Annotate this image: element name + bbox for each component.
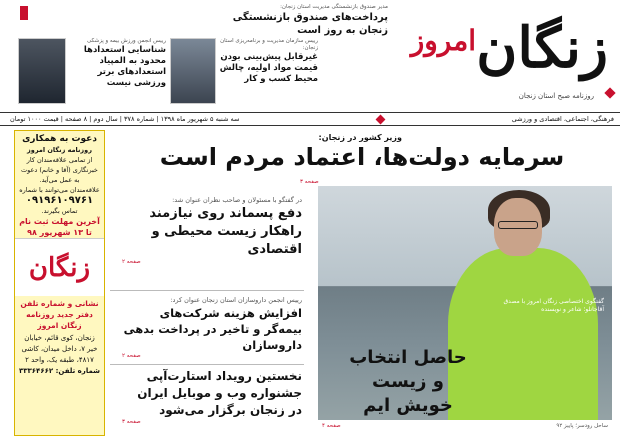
masthead-slogan: روزنامه صبح استان زنجان [518, 92, 594, 100]
top-story-1-title: پرداخت‌های صندوق بازنشستگی زنجان به روز است [232, 12, 388, 36]
section-tags: فرهنگی، اجتماعی، اقتصادی و ورزشی [511, 115, 614, 123]
story-1-ref: صفحه ۲ [122, 259, 141, 265]
invite-title: دعوت به همکاری [22, 134, 97, 144]
top-story-3-photo [18, 38, 66, 104]
photo-ref: صفحه ۴ [322, 423, 341, 429]
top-story-2-kicker: رییس سازمان مدیریت و برنامه‌ریزی استان زنجان: [220, 38, 318, 51]
top-story-2[interactable] [218, 38, 318, 85]
top-story-1[interactable] [218, 4, 388, 37]
address-title: نشانی و شماره تلفن دفتر جدید روزنامه زنگان امروز [20, 299, 99, 330]
story-1[interactable] [122, 196, 302, 265]
main-headline[interactable]: سرمایه دولت‌ها، اعتماد مردم است [159, 143, 565, 171]
newspaper-logo: زنگان [476, 15, 608, 81]
red-marker-icon [20, 6, 28, 20]
photo-credit: ساحل رودسر؛ پاییز ۹۲ [556, 423, 608, 429]
glasses-icon [498, 221, 538, 229]
story-3-title: نخستین رویداد استارت‌آپی جشنواره وب و موبایل ایران در زنجان برگزار می‌شود [137, 369, 302, 417]
invite-contact-label: علاقه‌مندان می‌توانند با شماره [19, 186, 100, 194]
story-1-title: دفع پسماند روی نیازمند راهکار زیست محیطی و اقتصادی [149, 206, 302, 257]
newspaper-logo-suffix: امروز [410, 24, 476, 57]
top-story-3-kicker: رییس انجمن ورزش بیمه و پزشکی [86, 38, 166, 44]
address-phone: شماره تلفن: ۳۳۳۶۴۶۶۲ [18, 367, 101, 375]
top-story-3-title: شناسایی استعدادها محدود به المپیاد استعدادهای برتر ورزشی نیست [83, 45, 166, 88]
story-3-ref: صفحه ۳ [122, 419, 141, 425]
story-1-intro: در گفتگو با مسئولان و صاحب نظران عنوان شد: [172, 196, 302, 204]
datebar-diamond-icon [376, 115, 386, 125]
photo-title: حاصل انتخاب و زیست خویش ایم [349, 347, 467, 416]
story-3[interactable] [122, 368, 302, 425]
mini-logo: زنگان [15, 238, 104, 296]
top-story-2-photo [170, 38, 216, 104]
story-2-title: افزایش هزینه شرکت‌های بیمه‌گر و تاخیر در پرداخت بدهی داروسازان [123, 306, 302, 352]
top-story-1-kicker: مدیر صندوق بازنشستگی مدیریت استان زنجان: [280, 4, 388, 10]
divider [110, 364, 304, 365]
story-2-ref: صفحه ۲ [122, 353, 141, 359]
invite-contact-suffix: تماس بگیرند. [41, 207, 78, 215]
top-story-2-title: غیرقابل پیش‌بینی بودن قیمت مواد اولیه، چالش محیط کسب و کار [219, 52, 318, 84]
issue-info: سه شنبه ۵ شهریور ماه ۱۳۹۸ | شماره ۳۷۸ | سال دوم | ۸ صفحه | قیمت ۱۰۰۰ تومان [10, 115, 240, 123]
red-diamond-icon [604, 87, 615, 98]
date-bar [0, 112, 620, 126]
invite-deadline: آخرین مهلت ثبت نام تا ۱۳ شهریور ۹۸ [19, 217, 100, 237]
person-body [448, 248, 598, 432]
divider [110, 290, 304, 291]
masthead [400, 4, 616, 110]
story-2[interactable] [122, 296, 302, 359]
feature-photo[interactable] [318, 186, 612, 432]
story-2-intro: رییس انجمن داروسازان استان زنجان عنوان کرد: [170, 296, 302, 304]
invite-body: از تمامی علاقه‌مندان کار خبرنگاری (آقا و خانم) دعوت به عمل می‌آید. [21, 156, 98, 184]
invite-phone[interactable]: ۰۹۱۹۶۱۰۹۷۶۱ [25, 195, 94, 206]
sidebar-ads [14, 130, 105, 436]
invite-paper-name: روزنامه زنگان امروز [27, 146, 92, 154]
address-body: زنجان، کوی قائم، خیابان خیر ۷، داخل میدان، کاشی ۴۸۱۷، طبقه یک، واحد ۲ [21, 334, 98, 364]
headline-kicker: وزیر کشور در زنجان: [318, 133, 402, 142]
photo-caption: گفتگوی اختصاصی زنگان امروز با مصدق آقاجانلو؛ شاعر و نویسنده [503, 298, 604, 313]
top-story-3[interactable] [68, 38, 166, 89]
headline-ref: صفحه ۳ [300, 179, 319, 185]
photo-footer [318, 420, 612, 432]
